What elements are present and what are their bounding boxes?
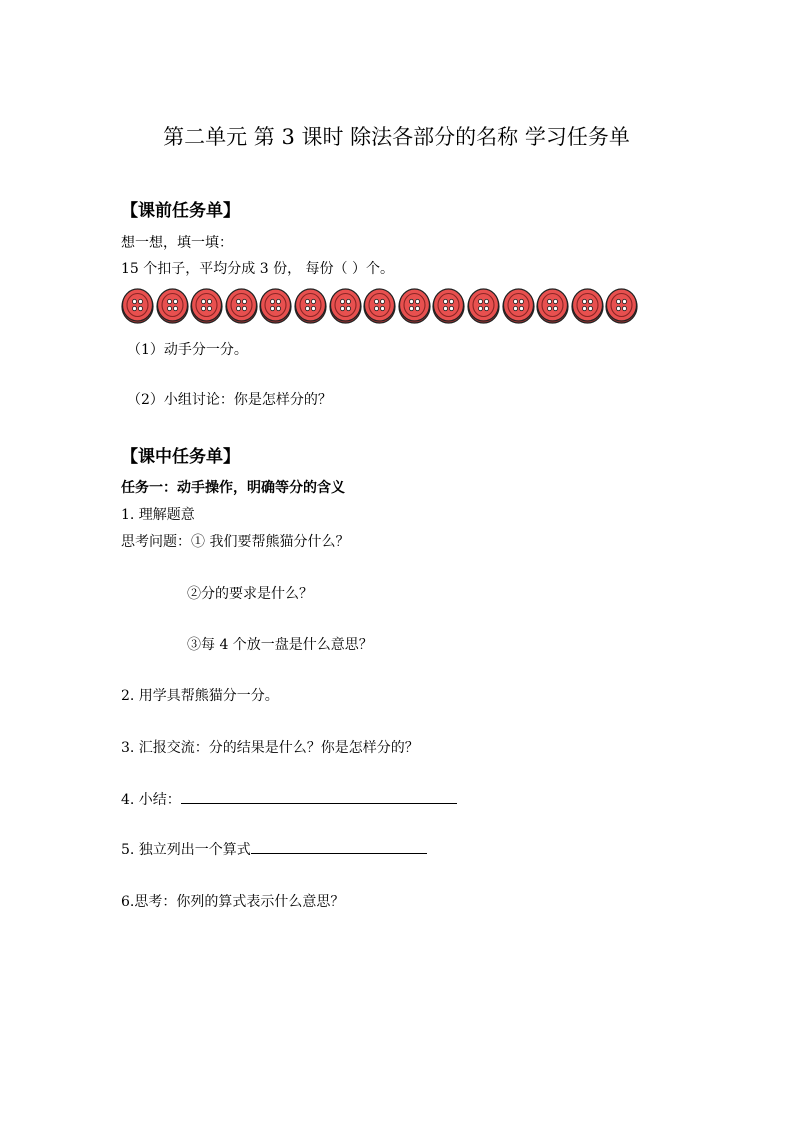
pre-class-heading: 【课前任务单】 — [121, 201, 240, 221]
summary-blank[interactable] — [181, 789, 457, 804]
item-5: 5. 独立列出一个算式 — [121, 842, 251, 858]
button-icon — [121, 287, 154, 324]
button-icon — [571, 287, 604, 324]
button-icon — [190, 287, 223, 324]
in-class-heading: 【课中任务单】 — [121, 447, 240, 467]
task1-title: 任务一：动手操作，明确等分的含义 — [121, 480, 345, 496]
button-icon — [605, 287, 638, 324]
button-icon — [294, 287, 327, 324]
think-line-1 — [121, 531, 349, 551]
item-6: 6.思考：你列的算式表示什么意思？ — [121, 894, 345, 910]
pre-class-intro: 想一想，填一填： — [121, 235, 233, 251]
item-4: 4. 小结： — [121, 792, 181, 808]
item-3: 3. 汇报交流：分的结果是什么？你是怎样分的？ — [121, 740, 419, 756]
button-icon — [363, 287, 396, 324]
think-label: 思考问题： — [121, 534, 191, 550]
think-question-1: ① 我们要帮熊猫分什么？ — [191, 534, 350, 550]
button-icon — [225, 287, 258, 324]
pre-class-step2: （2）小组讨论：你是怎样分的？ — [127, 392, 332, 408]
item-5-line — [121, 839, 427, 859]
item-1: 1. 理解题意 — [121, 507, 195, 523]
button-icon — [432, 287, 465, 324]
button-icon — [329, 287, 362, 324]
think-question-3: ③每 4 个放一盘是什么意思？ — [187, 637, 373, 653]
item-2: 2. 用学具帮熊猫分一分。 — [121, 688, 279, 704]
think-question-2: ②分的要求是什么？ — [187, 586, 313, 602]
button-icon — [467, 287, 500, 324]
button-icon — [536, 287, 569, 324]
button-icon — [259, 287, 292, 324]
item-4-line — [121, 789, 457, 809]
button-icon — [156, 287, 189, 324]
pre-class-step1: （1）动手分一分。 — [127, 342, 248, 358]
button-icon — [502, 287, 535, 324]
pre-class-question: 15 个扣子，平均分成 3 份， 每份（ ）个。 — [121, 261, 394, 277]
page-title: 第二单元 第 3 课时 除法各部分的名称 学习任务单 — [163, 125, 630, 149]
button-icon — [398, 287, 431, 324]
equation-blank[interactable] — [251, 839, 427, 854]
